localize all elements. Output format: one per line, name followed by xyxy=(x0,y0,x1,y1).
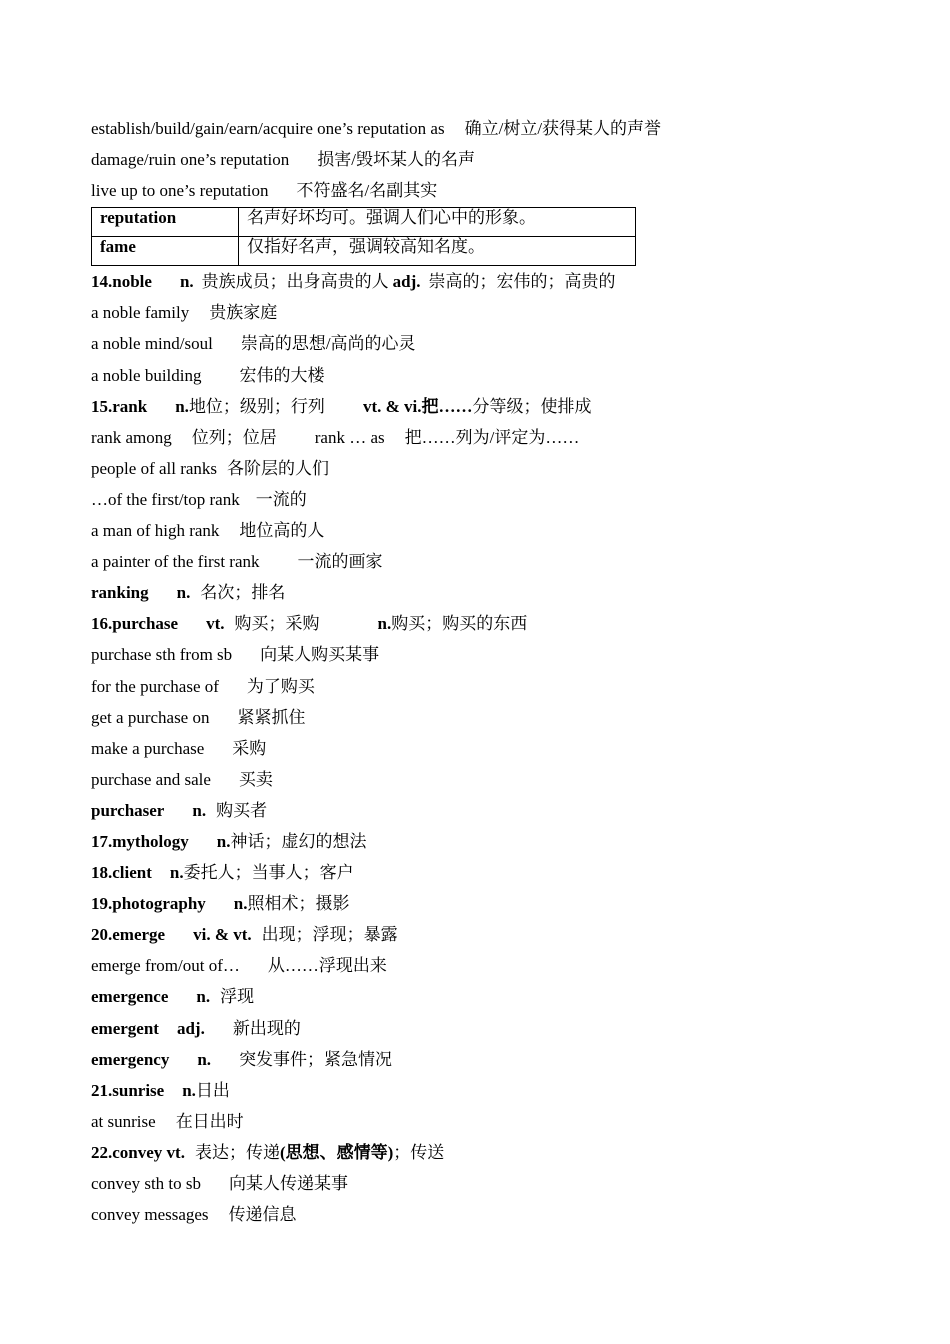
entry-pos: n. xyxy=(182,1080,196,1100)
phrase-line xyxy=(91,113,871,144)
phrase-line xyxy=(91,702,871,733)
entry-def: 出现；浮现；暴露 xyxy=(261,925,398,945)
phrase-zh: 一流的 xyxy=(255,489,307,509)
phrase-zh: 从……浮现出来 xyxy=(267,956,387,976)
entry-pos: vt. xyxy=(206,614,225,634)
table-row xyxy=(92,237,636,266)
phrase-en: people of all ranks xyxy=(91,458,218,478)
entry-mythology xyxy=(91,826,871,857)
entry-emergent xyxy=(91,1013,871,1044)
entry-def-paren: (思想、感情等) xyxy=(279,1142,394,1162)
entry-head: emergence xyxy=(91,987,169,1007)
phrase-en: a noble mind/soul xyxy=(91,334,213,354)
entry-client xyxy=(91,857,871,888)
entry-def: 日出 xyxy=(195,1080,230,1100)
phrase-en: damage/ruin one’s reputation xyxy=(91,150,290,170)
phrase-zh: 紧紧抓住 xyxy=(237,707,306,727)
phrase-zh: 损害/毁坏某人的名声 xyxy=(317,150,476,170)
entry-def: 浮现 xyxy=(220,987,255,1007)
entry-def: 名次；排名 xyxy=(200,583,286,603)
phrase-line xyxy=(91,950,871,981)
entry-def: 表达；传递 xyxy=(194,1142,280,1162)
entry-photography xyxy=(91,888,871,919)
entry-rank xyxy=(91,391,871,422)
phrase-zh: 买卖 xyxy=(238,769,273,789)
entry-head: 18.client xyxy=(91,863,152,883)
phrase-line xyxy=(91,1168,871,1199)
entry-def: 购买；采购 xyxy=(234,614,320,634)
phrase-en: rank … as xyxy=(314,427,385,447)
comparison-table xyxy=(91,207,636,266)
entry-pos: vi. & vt. xyxy=(193,925,252,945)
table-desc: 仅指好名声，强调较高知名度。 xyxy=(239,237,636,266)
entry-head: 14.noble xyxy=(91,272,152,292)
phrase-zh: 传递信息 xyxy=(228,1205,297,1225)
phrase-en: a noble family xyxy=(91,303,190,323)
phrase-zh: 宏伟的大楼 xyxy=(239,365,325,385)
entry-head: 21.sunrise xyxy=(91,1080,165,1100)
entry-def: 突发事件；紧急情况 xyxy=(239,1049,393,1069)
phrase-zh: 各阶层的人们 xyxy=(227,458,330,478)
phrase-zh: 向某人购买某事 xyxy=(260,645,380,665)
phrase-line xyxy=(91,360,871,391)
phrase-en: at sunrise xyxy=(91,1111,156,1131)
entry-emergency xyxy=(91,1044,871,1075)
phrase-en: establish/build/gain/earn/acquire one’s reputation as xyxy=(91,119,445,138)
phrase-en: rank among xyxy=(91,427,172,447)
phrase-line xyxy=(91,297,871,328)
entry-head: ranking xyxy=(91,583,149,603)
phrase-en: purchase and sale xyxy=(91,769,211,789)
phrase-en: a painter of the first rank xyxy=(91,552,260,572)
phrase-en: make a purchase xyxy=(91,738,205,758)
phrase-line xyxy=(91,484,871,515)
phrase-zh: 一流的画家 xyxy=(297,552,383,572)
entry-pos: n. xyxy=(233,894,248,914)
phrase-zh: 在日出时 xyxy=(175,1111,244,1131)
entry-pos: vt. & vi. xyxy=(362,396,422,416)
entry-purchase xyxy=(91,608,871,639)
phrase-en: a noble building xyxy=(91,365,202,385)
entry-noble xyxy=(91,266,871,297)
entry-def: 贵族成员；出身高贵的人 xyxy=(201,272,389,292)
entry-pos: n. xyxy=(192,800,207,820)
phrase-zh: 崇高的思想/高尚的心灵 xyxy=(240,334,416,354)
phrase-zh: 采购 xyxy=(232,738,267,758)
vocabulary-document xyxy=(91,113,871,1230)
phrase-line xyxy=(91,639,871,670)
table-desc: 名声好坏均可。强调人们心中的形象。 xyxy=(239,208,636,237)
entry-def: 照相术；摄影 xyxy=(247,894,350,914)
entry-def: 新出现的 xyxy=(232,1018,301,1038)
entry-head: 16.purchase xyxy=(91,614,179,634)
table-row xyxy=(92,208,636,237)
phrase-line xyxy=(91,733,871,764)
entry-pos: n. xyxy=(197,1049,212,1069)
entry-def: 购买；购买的东西 xyxy=(391,614,528,634)
entry-head: 20.emerge xyxy=(91,925,166,945)
phrase-line xyxy=(91,1199,871,1230)
entry-head: 22.convey vt. xyxy=(91,1142,185,1162)
phrase-line xyxy=(91,546,871,577)
entry-pos: n. xyxy=(216,831,231,851)
entry-purchaser xyxy=(91,795,871,826)
entry-pos: n. xyxy=(179,272,194,292)
entry-head: 17.mythology xyxy=(91,831,189,851)
phrase-zh: 为了购买 xyxy=(246,676,315,696)
table-term: reputation xyxy=(92,208,239,237)
entry-def: ；传送 xyxy=(393,1142,445,1162)
phrase-line xyxy=(91,422,871,453)
phrase-en: convey messages xyxy=(91,1205,209,1225)
entry-pos: n. xyxy=(377,614,392,634)
phrase-line xyxy=(91,764,871,795)
entry-ranking xyxy=(91,577,871,608)
phrase-zh: 位列；位居 xyxy=(191,427,277,447)
entry-pos: adj. xyxy=(392,272,421,292)
entry-def: 委托人；当事人；客户 xyxy=(183,863,354,883)
entry-head: emergent xyxy=(91,1018,159,1038)
entry-emergence xyxy=(91,981,871,1012)
entry-def: 分等级；使排成 xyxy=(472,396,592,416)
phrase-en: …of the first/top rank xyxy=(91,489,240,509)
entry-head: purchaser xyxy=(91,800,165,820)
phrase-line xyxy=(91,1106,871,1137)
entry-emerge xyxy=(91,919,871,950)
phrase-zh: 不符盛名/名副其实 xyxy=(296,181,438,201)
phrase-line xyxy=(91,671,871,702)
entry-sunrise xyxy=(91,1075,871,1106)
entry-pos: n. xyxy=(175,396,189,416)
entry-pos: n. xyxy=(176,583,191,603)
phrase-zh: 把……列为/评定为…… xyxy=(404,427,580,447)
entry-def: 购买者 xyxy=(216,800,268,820)
phrase-zh: 贵族家庭 xyxy=(209,303,278,323)
entry-pos: n. xyxy=(169,863,184,883)
entry-convey xyxy=(91,1137,871,1168)
phrase-en: convey sth to sb xyxy=(91,1174,202,1193)
phrase-zh: 地位高的人 xyxy=(239,521,325,541)
entry-def: 崇高的；宏伟的；高贵的 xyxy=(428,272,616,292)
phrase-en: for the purchase of xyxy=(91,676,219,696)
entry-pos: adj. xyxy=(176,1018,205,1038)
phrase-line xyxy=(91,144,871,175)
entry-head: 15.rank xyxy=(91,396,148,416)
phrase-line xyxy=(91,328,871,359)
phrase-zh: 确立/树立/获得某人的声誉 xyxy=(464,119,662,138)
phrase-en: purchase sth from sb xyxy=(91,645,233,665)
phrase-line xyxy=(91,175,871,206)
phrase-en: emerge from/out of… xyxy=(91,956,240,976)
entry-def: 神话；虚幻的想法 xyxy=(230,831,367,851)
phrase-line xyxy=(91,515,871,546)
phrase-en: live up to one’s reputation xyxy=(91,181,269,201)
phrase-line xyxy=(91,453,871,484)
entry-pos: n. xyxy=(196,987,211,1007)
phrase-en: get a purchase on xyxy=(91,707,210,727)
phrase-zh: 向某人传递某事 xyxy=(229,1174,349,1193)
phrase-en: a man of high rank xyxy=(91,521,220,541)
table-term: fame xyxy=(92,237,239,266)
entry-def: 把…… xyxy=(421,396,473,416)
entry-head: emergency xyxy=(91,1049,170,1069)
entry-head: 19.photography xyxy=(91,894,206,914)
entry-def: 地位；级别；行列 xyxy=(188,396,325,416)
